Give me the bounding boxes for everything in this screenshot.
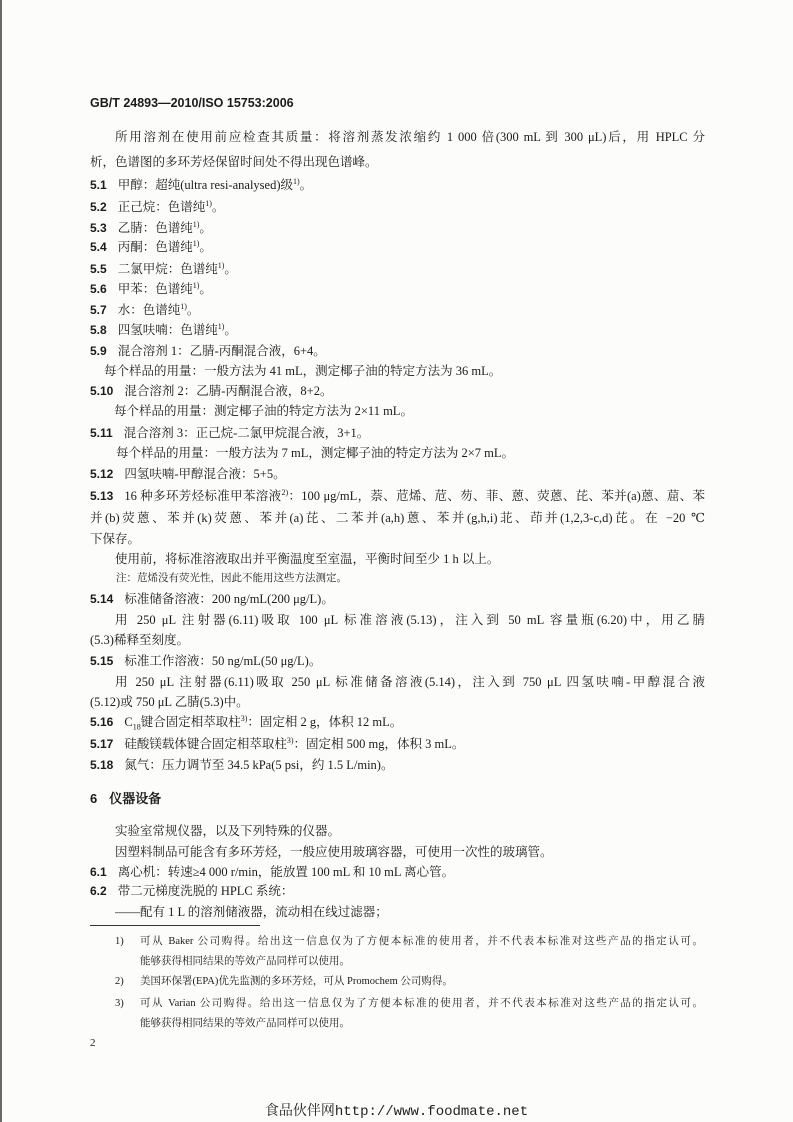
clause-end: 。 [199,282,212,296]
clause-number: 5.7 [90,303,107,317]
clause-number: 5.15 [90,654,114,668]
clause-5-13 [90,488,705,504]
clause-end: 。 [211,200,225,214]
clause-text: 甲醇：超纯(ultra resi-analysed)级 [117,178,293,192]
section-title: 仪器设备 [109,791,162,806]
clause-text: 16 种多环芳烃标准甲苯溶液 [124,489,282,503]
footnote-ref: 3) [286,736,294,745]
footnote-3-mark: 3) [115,998,124,1009]
clause-5-13-usage: 使用前，将标准溶液取出并平衡温度至室温，平衡时间至少 1 h 以上。 [115,552,500,566]
clause-5-9 [90,343,326,359]
clause-text: 正己烷：色谱纯 [117,200,206,214]
clause-number: 5.1 [90,178,107,192]
clause-text: 标准工作溶液：50 ng/mL(50 μg/L)。 [124,654,322,668]
clause-number: 5.11 [90,426,113,440]
footnote-ref: 1) [217,261,225,270]
clause-text: 混合溶剂 3：正己烷-二氯甲烷混合液，3+1。 [123,426,370,440]
footnote-ref: 1) [293,177,300,186]
clause-text: 混合溶剂 1：乙腈-丙酮混合液，6+4。 [117,344,326,358]
footnote-ref: 1) [192,220,200,229]
clause-text: 四氢呋喃：色谱纯 [117,323,218,337]
clause-5-8 [90,322,237,338]
clause-number: 5.13 [90,489,114,503]
clause-6-1 [90,864,454,880]
footnote-ref: 1) [180,302,187,311]
clause-end: 。 [224,262,237,276]
clause-number: 5.8 [90,323,107,337]
clause-5-2 [90,199,224,215]
clause-5-17 [90,736,464,752]
footnote-1-line-1: 可从 Baker 公司购得。给出这一信息仅为了方便本标准的使用者，并不代表本标准对这些产品的指定认可。 [140,936,703,947]
footnote-ref: 1) [192,239,200,248]
standard-code-header: GB/T 24893—2010/ISO 15753:2006 [90,96,294,110]
clause-text: 丙酮：色谱纯 [117,240,193,254]
scan-page-edge [0,0,2,1122]
subscript: 18 [132,722,141,730]
clause-text: 硅酸镁载体键合固定相萃取柱 [124,737,287,751]
clause-text: 二氯甲烷：色谱纯 [117,262,218,276]
clause-5-14 [90,591,334,607]
clause-end: 。 [186,303,200,317]
clause-text: 乙腈：色谱纯 [117,221,193,235]
clause-number: 5.18 [90,758,114,772]
clause-number: 5.6 [90,282,107,296]
clause-5-13-line-3: 下保存。 [90,532,141,546]
clause-text: 混合溶剂 2：乙腈-丙酮混合液，8+2。 [124,384,333,398]
intro-line-1: 所用溶剂在使用前应检查其质量：将溶剂蒸发浓缩约 1 000 倍(300 mL 到 300 μL)后，用 HPLC 分 [115,130,705,144]
clause-number: 5.16 [90,715,114,729]
clause-5-9-usage: 每个样品的用量：一般方法为 41 mL，测定椰子油的特定方法为 36 mL。 [104,364,502,378]
clause-5-14-body-1: 用 250 μL 注射器(6.11)吸取 100 μL 标准溶液(5.13)，注入到 50 mL 容量瓶(6.20)中，用乙腈 [115,613,705,627]
clause-6-2-list-item: ——配有 1 L 的溶剂储液器，流动相在线过滤器； [115,905,388,919]
clause-text: 甲苯：色谱纯 [117,282,193,296]
clause-5-10 [90,383,332,399]
clause-5-7 [90,302,199,318]
footnote-3-line-1: 可从 Varian 公司购得。给出这一信息仅为了方便本标准的使用者，并不代表本标准对这些产品的指定认可。 [140,998,703,1009]
clause-end: ：固定相 2 g，体积 12 mL。 [247,715,403,729]
clause-5-10-usage: 每个样品的用量：测定椰子油的特定方法为 2×11 mL。 [114,404,413,418]
clause-end: 。 [224,323,237,337]
clause-number: 5.5 [90,262,107,276]
section-6-para-2: 因塑料制品可能含有多环芳烃，一般应使用玻璃容器，可使用一次性的玻璃管。 [115,845,553,859]
clause-6-2 [90,883,293,899]
clause-text: 离心机：转速≥4 000 r/min，能放置 100 mL 和 10 mL 离心管。 [117,865,455,879]
clause-text-prefix: C [124,715,133,729]
footnote-separator [90,925,260,926]
section-6-heading [90,791,161,807]
clause-text: 氮气：压力调节至 34.5 kPa(5 psi，约 1.5 L/min)。 [124,758,394,772]
clause-5-16 [90,714,402,730]
clause-text: 水：色谱纯 [117,303,181,317]
clause-end: 。 [299,178,313,192]
clause-5-4 [90,239,212,255]
clause-5-12 [90,466,286,482]
clause-end: 。 [199,240,212,254]
clause-text: 键合固定相萃取柱 [140,715,241,729]
footnote-ref: 3) [240,714,248,723]
footnote-3-line-2: 能够获得相同结果的等效产品同样可以使用。 [140,1018,350,1029]
section-number: 6 [90,791,98,806]
website-watermark: 食品伙伴网http://www.foodmate.net [264,1104,529,1120]
clause-number: 5.10 [90,384,114,398]
clause-text: 标准储备溶液：200 ng/mL(200 μg/L)。 [124,592,334,606]
section-6-para-1: 实验室常规仪器，以及下列特殊的仪器。 [115,824,341,838]
clause-5-3 [90,220,212,236]
clause-5-11-usage: 每个样品的用量：一般方法为 7 mL，测定椰子油的特定方法为 2×7 mL。 [116,446,515,460]
clause-end: 。 [199,221,212,235]
footnote-ref: 2) [281,488,289,497]
clause-5-15 [90,653,321,669]
clause-5-14-body-2: (5.3)稀释至刻度。 [90,633,189,647]
footnote-ref: 1) [205,199,212,208]
clause-number: 5.2 [90,200,107,214]
clause-end: ：固定相 500 mg，体积 3 mL。 [293,737,465,751]
clause-5-6 [90,281,212,297]
footnote-1-mark: 1) [115,936,124,947]
clause-5-15-body-2: (5.12)或 750 μL 乙腈(5.3)中。 [90,695,249,709]
footnote-ref: 1) [192,281,200,290]
clause-number: 5.4 [90,240,107,254]
clause-number: 5.14 [90,592,114,606]
clause-text: 四氢呋喃-甲醇混合液：5+5。 [124,467,286,481]
footnote-2-mark: 2) [115,976,124,987]
clause-5-5 [90,261,237,277]
clause-text-cont: ：100 μg/mL，萘、苊烯、苊、芴、菲、蒽、荧蒽、芘、苯并(a)蒽、䓛、苯 [288,489,705,503]
footnote-ref: 1) [217,322,225,331]
clause-5-13-note: 注：苊烯没有荧光性，因此不能用这些方法测定。 [116,573,347,584]
clause-number: 5.9 [90,344,107,358]
clause-number: 5.17 [90,737,114,751]
page-number: 2 [90,1037,96,1049]
clause-5-13-line-2: 并(b)荧蒽、苯并(k)荧蒽、苯并(a)芘、二苯并(a,h)蒽、苯并(g,h,i)苝、茚并(1,2,3-c,d)芘。在 −20 ℃ [90,511,705,525]
clause-number: 6.1 [90,865,107,879]
footnote-2-line-1: 美国环保署(EPA)优先监测的多环芳烃，可从 Promochem 公司购得。 [140,976,453,987]
clause-5-11 [90,425,369,441]
intro-line-2: 析，色谱图的多环芳烃保留时间处不得出现色谱峰。 [90,155,378,169]
clause-5-15-body-1: 用 250 μL 注射器(6.11)吸取 250 μL 标准储备溶液(5.14)，注入到 750 μL 四氢呋喃-甲醇混合液 [115,675,705,689]
clause-text: 带二元梯度洗脱的 HPLC 系统： [117,884,294,898]
footnote-1-line-2: 能够获得相同结果的等效产品同样可以使用。 [140,956,350,967]
clause-number: 6.2 [90,884,107,898]
clause-number: 5.12 [90,467,114,481]
clause-number: 5.3 [90,221,107,235]
clause-5-1 [90,177,312,193]
clause-5-18 [90,757,393,773]
